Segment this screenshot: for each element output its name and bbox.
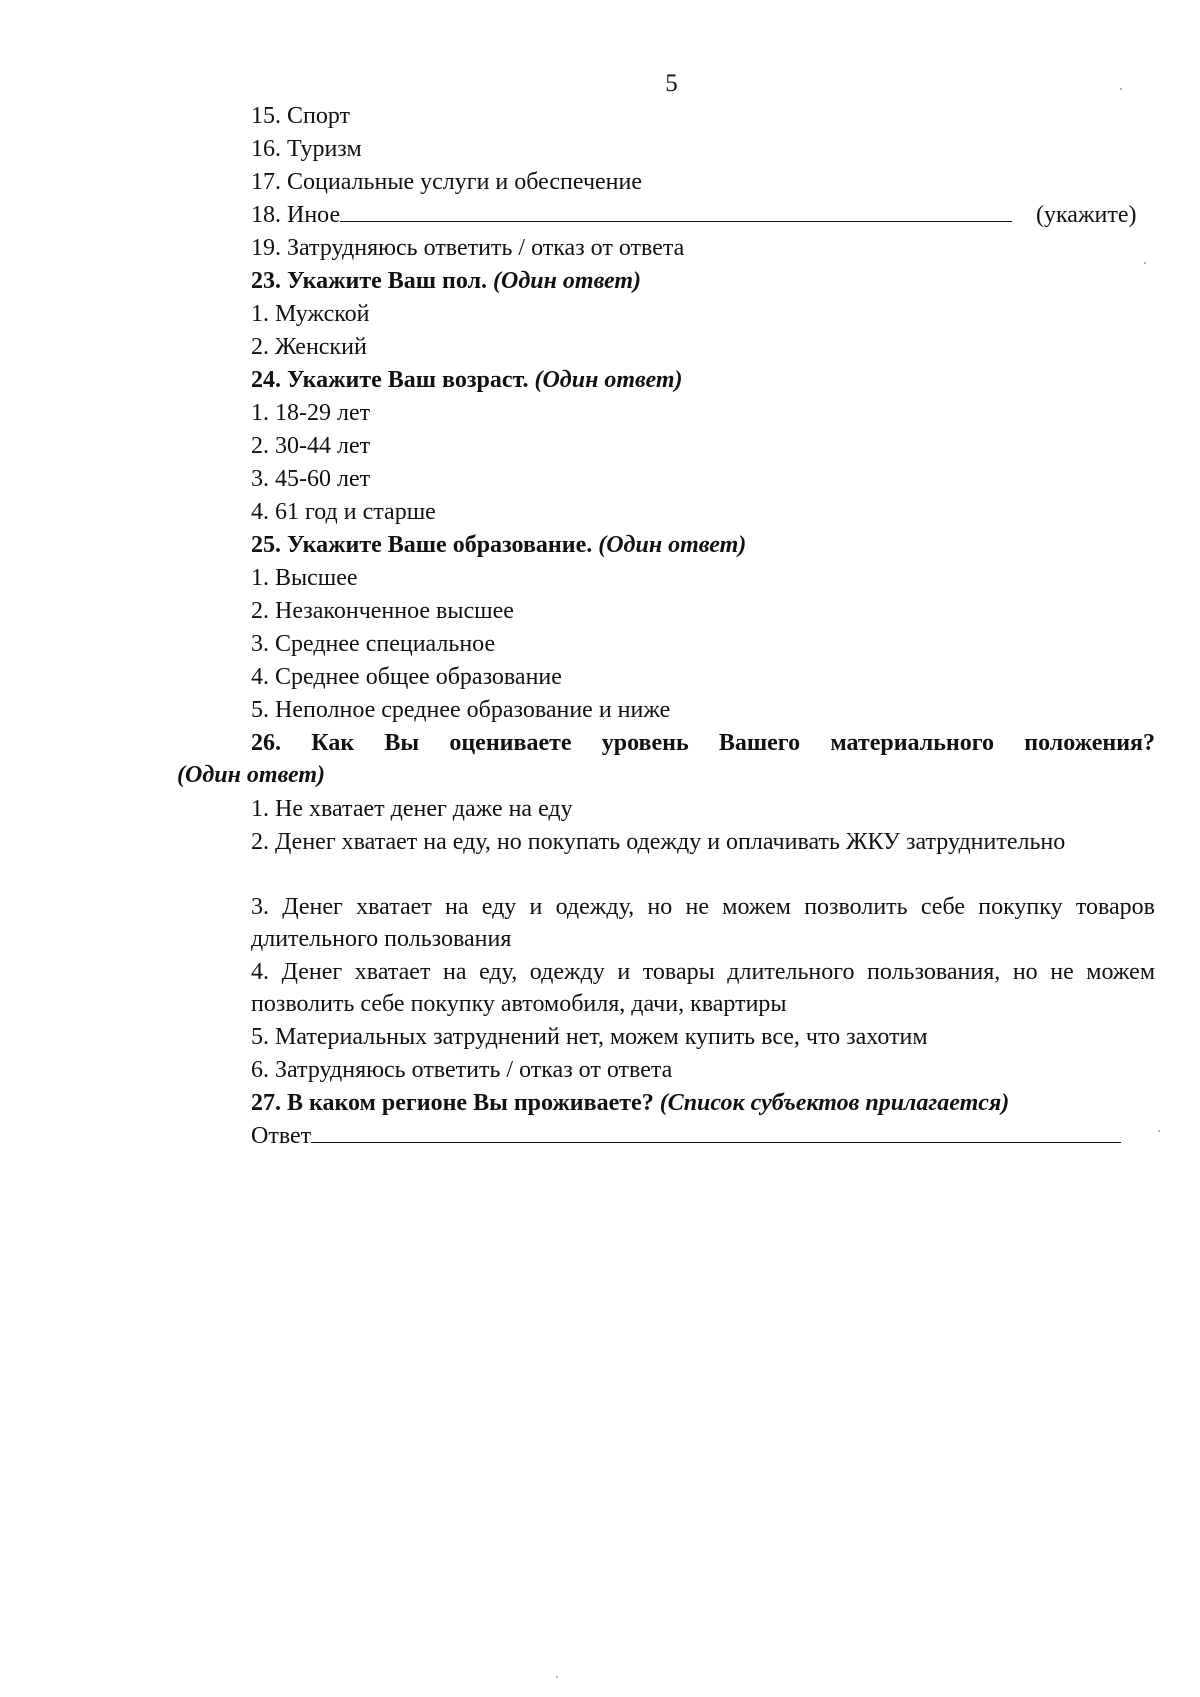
list-item: 2. Незаконченное высшее — [251, 598, 514, 624]
question-26 — [177, 727, 1155, 791]
question-27-title: 27. В каком регионе Вы проживаете? — [251, 1090, 654, 1116]
option-other — [251, 199, 1012, 231]
question-23-note: (Один ответ) — [493, 268, 642, 294]
list-item: 4. 61 год и старше — [251, 499, 436, 525]
question-24-title: 24. Укажите Ваш возраст. — [251, 367, 529, 393]
question-25 — [251, 529, 746, 561]
other-specify-field[interactable] — [340, 199, 1012, 222]
list-item: 5. Неполное среднее образование и ниже — [251, 697, 671, 723]
question-26-title: 26. Как Вы оцениваете уровень Вашего материального положения? — [251, 730, 1155, 756]
option-other-suffix: (укажите) — [1036, 202, 1137, 228]
answer-field[interactable] — [311, 1120, 1121, 1143]
question-25-note: (Один ответ) — [598, 532, 747, 558]
list-item: 1. Высшее — [251, 565, 358, 591]
list-item: 15. Спорт — [251, 103, 351, 129]
list-item: 5. Материальных затруднений нет, можем купить все, что захотим — [251, 1024, 928, 1050]
scan-speck — [1144, 262, 1146, 264]
list-item: 1. 18-29 лет — [251, 400, 371, 426]
page-number: 5 — [665, 70, 678, 97]
list-item: 3. Среднее специальное — [251, 631, 496, 657]
option-other-label: 18. Иное — [251, 202, 341, 228]
list-item: 3. 45-60 лет — [251, 466, 371, 492]
list-item: 1. Мужской — [251, 301, 370, 327]
question-23-title: 23. Укажите Ваш пол. — [251, 268, 488, 294]
question-24-note: (Один ответ) — [534, 367, 683, 393]
scan-speck — [1158, 1130, 1160, 1132]
list-item: 16. Туризм — [251, 136, 362, 162]
list-item: 19. Затрудняюсь ответить / отказ от ответа — [251, 235, 685, 261]
scan-speck — [1120, 88, 1122, 90]
list-item: 4. Денег хватает на еду, одежду и товары длительного пользования, но не можем позволить себе покупку автомобиля, дачи, квартиры — [251, 959, 1155, 1017]
question-27 — [251, 1087, 1009, 1119]
answer-line — [251, 1120, 1121, 1152]
list-item: 2. 30-44 лет — [251, 433, 371, 459]
question-24 — [251, 364, 682, 396]
list-item: 3. Денег хватает на еду и одежду, но не можем позволить себе покупку товаров длительного пользования — [251, 894, 1155, 952]
question-26-note: (Один ответ) — [177, 762, 325, 788]
question-27-note: (Список субъектов прилагается) — [659, 1090, 1010, 1116]
list-item: 2. Денег хватает на еду, но покупать одежду и оплачивать ЖКУ затруднительно — [251, 829, 1066, 855]
answer-label: Ответ — [251, 1123, 312, 1149]
list-item: 2. Женский — [251, 334, 367, 360]
scan-speck — [556, 1676, 558, 1678]
list-item: 17. Социальные услуги и обеспечение — [251, 169, 643, 195]
list-item: 1. Не хватает денег даже на еду — [251, 796, 573, 822]
question-25-title: 25. Укажите Ваше образование. — [251, 532, 593, 558]
list-item: 4. Среднее общее образование — [251, 664, 562, 690]
list-item: 6. Затрудняюсь ответить / отказ от ответа — [251, 1057, 673, 1083]
question-23 — [251, 265, 641, 297]
